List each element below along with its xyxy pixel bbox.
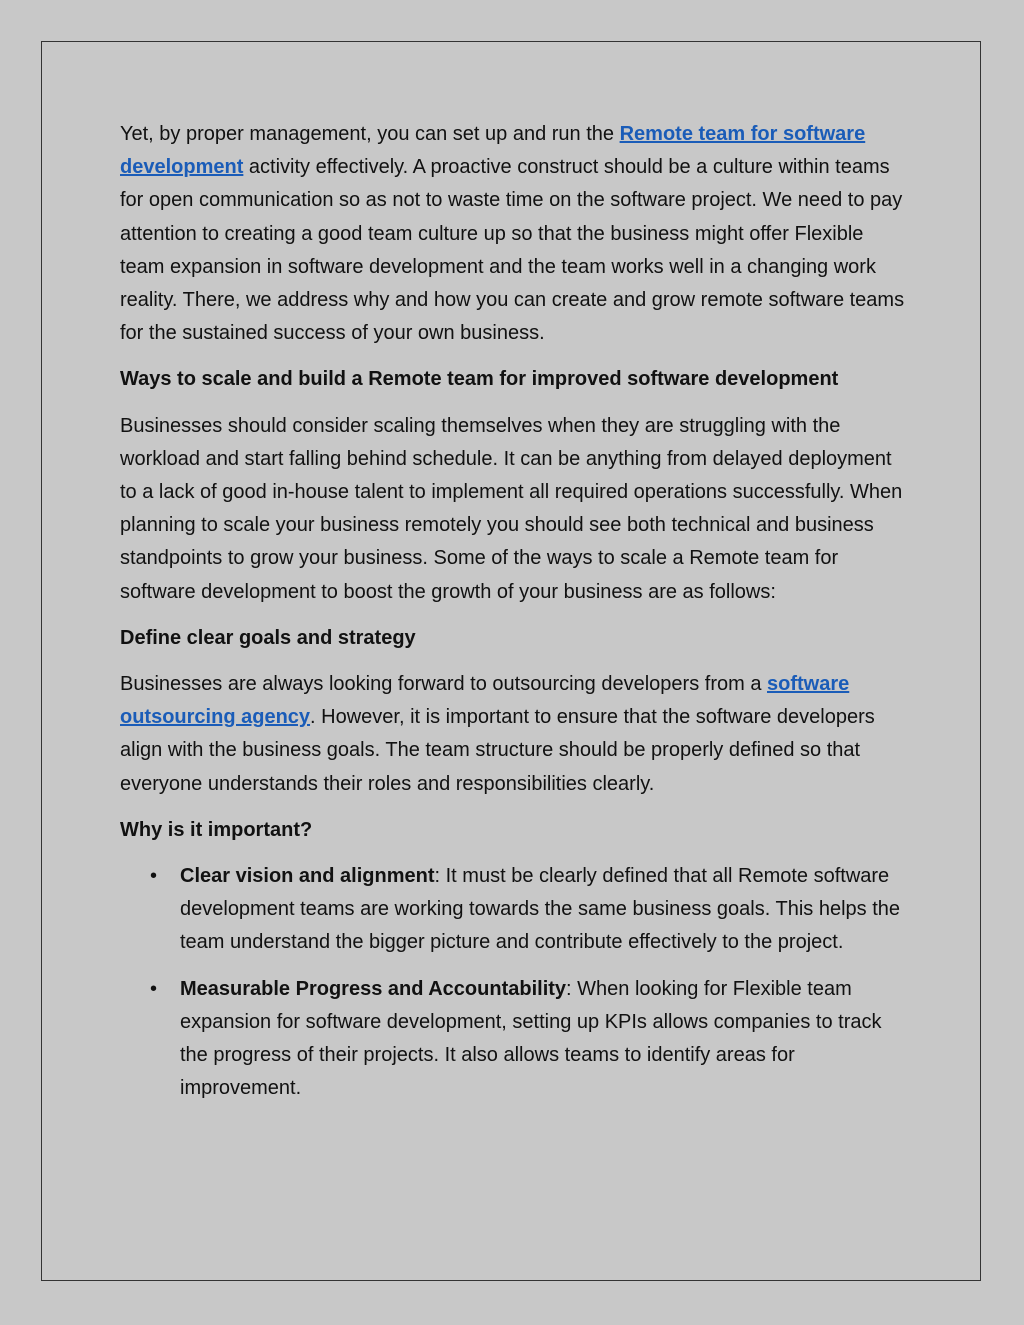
goals-text-after-link: . However, it is important to ensure that the software developers align with the business goals. The team structure should be properly defined so that everyone understands their roles and responsibilities clearly. xyxy=(120,706,875,795)
intro-paragraph xyxy=(120,118,910,350)
intro-text-before-link: Yet, by proper management, you can set up and run the xyxy=(120,123,620,145)
section-heading-why: Why is it important? xyxy=(120,818,313,841)
list-item xyxy=(120,973,910,1106)
scale-paragraph: Businesses should consider scaling themselves when they are struggling with the workload and start falling behind schedule. It can be anything from delayed deployment to a lack of good in-house talent to implement all required operations successfully. When planning to scale your business remotely you should see both technical and business standpoints to grow your business. Some of the ways to scale a Remote team for software development to boost the growth of your business are as follows: xyxy=(120,414,903,603)
goals-paragraph xyxy=(120,668,910,801)
list-item xyxy=(120,860,910,960)
document-body xyxy=(120,118,910,1118)
bullet-term: Clear vision and alignment xyxy=(180,865,435,888)
intro-text-after-link: activity effectively. A proactive construct should be a culture within teams for open communication so as not to waste time on the software project. We need to pay attention to creating a good team culture up so that the business might offer Flexible team expansion in software development and the team works well in a changing work reality. There, we address why and how you can create and grow remote software teams for the sustained success of your own business. xyxy=(120,156,905,345)
importance-list xyxy=(120,860,910,1105)
goals-text-before-link: Businesses are always looking forward to outsourcing developers from a xyxy=(120,673,767,696)
outsourcing-agency-link[interactable]: software outsourcing agency xyxy=(120,673,850,729)
remote-team-link[interactable]: Remote team for software development xyxy=(120,123,866,179)
bullet-icon: • xyxy=(150,865,158,888)
section-heading-scale: Ways to scale and build a Remote team for improved software development xyxy=(120,368,839,391)
bullet-text: : When looking for Flexible team expansion for software development, setting up KPIs allows companies to track the progress of their projects. It also allows teams to identify areas for improvement. xyxy=(180,977,882,1100)
bullet-icon: • xyxy=(150,977,158,1000)
bullet-text: : It must be clearly defined that all Remote software development teams are working towards the same business goals. This helps the team understand the bigger picture and contribute effectively to the project. xyxy=(180,865,901,954)
section-heading-goals: Define clear goals and strategy xyxy=(120,626,416,649)
bullet-term: Measurable Progress and Accountability xyxy=(180,977,567,1000)
